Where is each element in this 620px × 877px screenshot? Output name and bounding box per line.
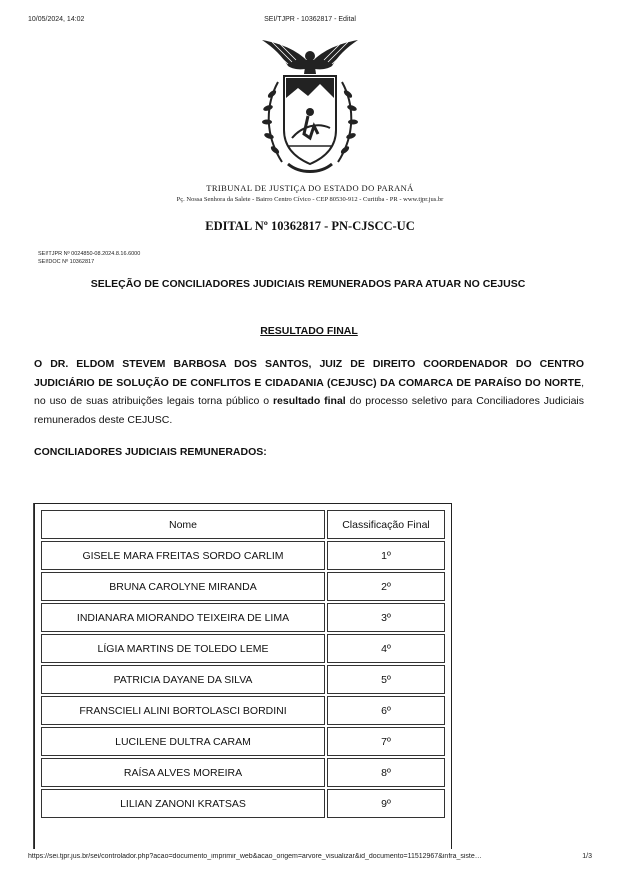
candidate-name: PATRICIA DAYANE DA SILVA	[41, 665, 325, 694]
candidate-rank: 9º	[327, 789, 445, 818]
candidate-name: LILIAN ZANONI KRATSAS	[41, 789, 325, 818]
candidate-rank: 4º	[327, 634, 445, 663]
court-name: TRIBUNAL DE JUSTIÇA DO ESTADO DO PARANÁ	[206, 183, 414, 193]
candidate-name: LÍGIA MARTINS DE TOLEDO LEME	[41, 634, 325, 663]
candidate-name: GISELE MARA FREITAS SORDO CARLIM	[41, 541, 325, 570]
table-row	[41, 727, 445, 756]
table-row	[41, 603, 445, 632]
candidate-rank: 2º	[327, 572, 445, 601]
column-header-classification: Classificação Final	[327, 510, 445, 539]
candidate-rank: 5º	[327, 665, 445, 694]
court-address: Pç. Nossa Senhora da Salete - Bairro Centro Cívico - CEP 80530-912 - Curitiba - PR - www.tjpr.jus.br	[176, 196, 444, 203]
table-row	[41, 541, 445, 570]
page-number: 1/3	[582, 853, 592, 860]
parana-coat-of-arms-icon	[248, 34, 372, 178]
body-text-2: do processo seletivo para Conciliadores Judiciais remunerados deste CEJUSC.	[34, 395, 585, 426]
candidate-rank: 3º	[327, 603, 445, 632]
final-result-emphasis: resultado final	[272, 395, 346, 407]
results-table-frame	[34, 503, 452, 849]
candidate-name: FRANSCIELI ALINI BORTOLASCI BORDINI	[41, 696, 325, 725]
table-header-row	[41, 510, 445, 539]
column-header-name: Nome	[41, 510, 325, 539]
document-subject: SELEÇÃO DE CONCILIADORES JUDICIAIS REMUNERADOS PARA ATUAR NO CEJUSC	[90, 278, 526, 290]
body-text-1: , no uso de suas atribuições legais torna público o	[34, 376, 584, 407]
results-table-body	[41, 510, 445, 818]
table-row	[41, 696, 445, 725]
candidate-rank: 6º	[327, 696, 445, 725]
candidate-name: INDIANARA MIORANDO TEIXEIRA DE LIMA	[41, 603, 325, 632]
table-row	[41, 665, 445, 694]
print-datetime: 10/05/2024, 14:02	[28, 16, 85, 23]
announcement-paragraph	[34, 355, 584, 429]
judge-intro: O DR. ELDOM STEVEM BARBOSA DOS SANTOS, JUIZ DE DIREITO COORDENADOR DO CENTRO JUDICIÁRIO DE SOLUÇÃO DE CONFLITOS E CIDADANIA (CEJUSC) DA COMARCA DE PARAÍSO DO NORTE	[34, 358, 584, 389]
table-row	[41, 634, 445, 663]
edital-title: EDITAL Nº 10362817 - PN-CJSCC-UC	[205, 219, 415, 233]
table-row	[41, 758, 445, 787]
sei-metadata	[38, 250, 140, 266]
results-table	[39, 508, 447, 820]
candidate-rank: 8º	[327, 758, 445, 787]
result-heading: RESULTADO FINAL	[260, 325, 358, 337]
section-heading: CONCILIADORES JUDICIAIS REMUNERADOS:	[34, 446, 267, 458]
candidate-rank: 1º	[327, 541, 445, 570]
candidate-rank: 7º	[327, 727, 445, 756]
document-url: https://sei.tjpr.jus.br/sei/controlador.php?acao=documento_imprimir_web&acao_origem=arvore_visualizar&id_documento=11512967&infra_siste…	[28, 853, 482, 860]
table-row	[41, 789, 445, 818]
sei-document-number: SEI!DOC Nº 10362817	[38, 259, 95, 265]
candidate-name: RAÍSA ALVES MOREIRA	[41, 758, 325, 787]
candidate-name: LUCILENE DULTRA CARAM	[41, 727, 325, 756]
print-page-title: SEI/TJPR - 10362817 - Edital	[264, 16, 356, 23]
candidate-name: BRUNA CAROLYNE MIRANDA	[41, 572, 325, 601]
table-row	[41, 572, 445, 601]
sei-process-number: SEI!TJPR Nº 0024850-08.2024.8.16.6000	[38, 251, 141, 257]
